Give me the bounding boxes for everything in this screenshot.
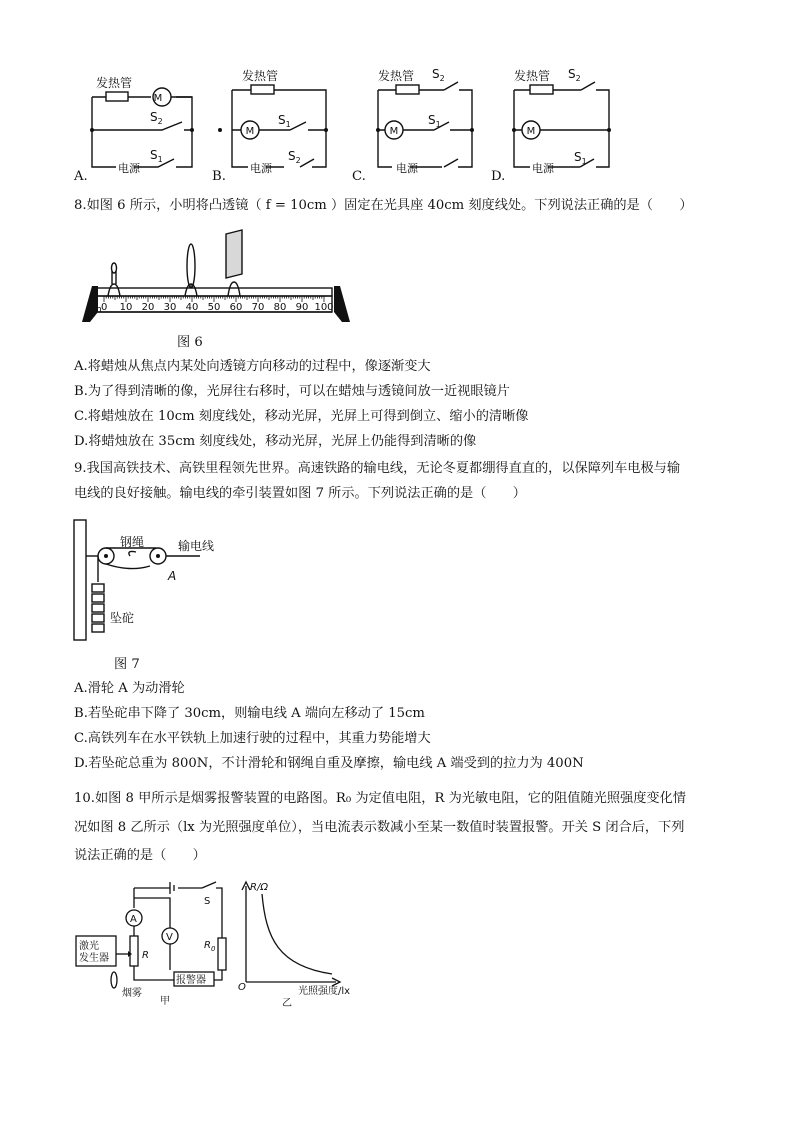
ammeter-symbol: A: [130, 914, 137, 925]
q9-stem-line2: 电线的良好接触。输电线的牵引装置如图 7 所示。下列说法正确的是（ ）: [74, 486, 526, 501]
power-label: 电源: [532, 162, 554, 175]
option-c-label: C.: [352, 169, 366, 184]
resistance-light-graph: [236, 878, 366, 1010]
r0-label: $R_0$: [204, 940, 216, 953]
alarm-label: 报警器: [176, 975, 206, 986]
heater-label: 发热管: [514, 69, 551, 83]
origin-label: O: [238, 982, 246, 993]
switch-label: $S_2$: [150, 110, 163, 126]
circuit-option-c: [378, 82, 472, 167]
switch-s-label: S: [204, 896, 211, 907]
smoke-alarm-circuit: [74, 878, 234, 1010]
switch-label: $S_2$: [432, 67, 445, 83]
switch-label: $S_1$: [150, 148, 163, 164]
q10-stem-line1: 10.如图 8 甲所示是烟雾报警装置的电路图。R₀ 为定值电阻，R 为光敏电阻，它的阻值随光照强度变化情: [74, 791, 686, 806]
voltmeter-symbol: V: [166, 932, 173, 943]
laser-label-line2: 发生器: [79, 953, 109, 964]
q9-option-d: D.若坠砣总重为 800N，不计滑轮和钢绳自重及摩擦，输电线 A 端受到的拉力为 400N: [74, 756, 584, 771]
ruler-tick-label: 60: [229, 302, 243, 313]
heater-label: 发热管: [242, 69, 279, 83]
heater-label: 发热管: [378, 69, 415, 83]
q8-option-a: A.将蜡烛从焦点内某处向透镜方向移动的过程中，像逐渐变大: [74, 359, 431, 374]
laser-label-line1: 激光: [79, 941, 99, 952]
q9-stem-line1: 9.我国高铁技术、高铁里程领先世界。高速铁路的输电线，无论冬夏都绷得直直的，以保障列车电极与输: [74, 461, 681, 476]
smoke-label: 烟雾: [122, 988, 142, 999]
x-axis-label: 光照强度/lx: [298, 986, 351, 997]
motor-symbol: M: [389, 126, 399, 137]
switch-label: $S_1$: [428, 113, 441, 129]
ruler-tick-label: 0: [101, 302, 108, 313]
q9-option-b: B.若坠砣串下降了 30cm，则输电线 A 端向左移动了 15cm: [74, 706, 425, 721]
rope-label: 钢绳: [120, 535, 145, 549]
ruler-tick-label: 100: [314, 302, 334, 313]
y-axis-label: R/Ω: [250, 882, 268, 893]
q10-stem-line2: 况如图 8 乙所示（lx 为光照强度单位），当电流表示数减小至某一数值时装置报警。开关 S 闭合后，下列: [74, 820, 685, 835]
motor-symbol: M: [245, 126, 255, 137]
q10-stem-line3: 说法正确的是（ ）: [74, 848, 206, 863]
pulley-figure: [70, 516, 250, 644]
figure-yi-caption: 乙: [282, 998, 292, 1009]
motor-symbol: M: [153, 93, 163, 104]
pulley-a-label: A: [168, 569, 177, 583]
figure-6-caption: 图 6: [177, 335, 203, 350]
weight-label: 坠砣: [110, 611, 135, 625]
ruler-unit: cm: [88, 305, 102, 315]
ruler-tick-label: 10: [119, 302, 133, 313]
q9-option-c: C.高铁列车在水平铁轨上加速行驶的过程中，其重力势能增大: [74, 731, 431, 746]
ruler-tick-label: 40: [185, 302, 199, 313]
option-b-label: B.: [212, 169, 226, 184]
option-d-label: D.: [491, 169, 506, 184]
switch-label: $S_2$: [288, 149, 301, 165]
motor-symbol: M: [526, 126, 536, 137]
power-label: 电源: [118, 162, 140, 175]
q7-circuit-options: [66, 62, 726, 187]
circuit-option-a: [92, 88, 192, 167]
switch-label: $S_2$: [568, 67, 581, 83]
q8-option-d: D.将蜡烛放在 35cm 刻度线处，移动光屏，光屏上仍能得到清晰的像: [74, 434, 477, 449]
q8-option-b: B.为了得到清晰的像，光屏往右移时，可以在蜡烛与透镜间放一近视眼镜片: [74, 384, 510, 399]
switch-label: $S_1$: [278, 113, 291, 129]
q8-stem: 8.如图 6 所示，小明将凸透镜（ f = 10cm ）固定在光具座 40cm 刻度线处。下列说法正确的是（ ）: [74, 198, 693, 213]
power-label: 电源: [396, 162, 418, 175]
option-a-label: A.: [74, 169, 88, 184]
figure-7-caption: 图 7: [114, 657, 140, 672]
heater-label: 发热管: [96, 76, 133, 90]
q9-option-a: A.滑轮 A 为动滑轮: [74, 681, 185, 696]
ruler-tick-label: 20: [141, 302, 155, 313]
ruler-tick-label: 30: [163, 302, 177, 313]
switch-label: $S_1$: [574, 150, 587, 166]
wire-label: 输电线: [178, 539, 215, 553]
circuit-option-d: [514, 82, 609, 167]
ruler-tick-label: 50: [207, 302, 221, 313]
ruler-tick-label: 80: [273, 302, 287, 313]
power-label: 电源: [250, 162, 272, 175]
ruler-tick-label: 90: [295, 302, 309, 313]
optical-bench-figure: [74, 226, 358, 326]
q8-option-c: C.将蜡烛放在 10cm 刻度线处，移动光屏，光屏上可得到倒立、缩小的清晰像: [74, 409, 529, 424]
ruler-tick-label: 70: [251, 302, 265, 313]
figure-jia-caption: 甲: [160, 996, 170, 1007]
r-label: R: [142, 950, 149, 961]
